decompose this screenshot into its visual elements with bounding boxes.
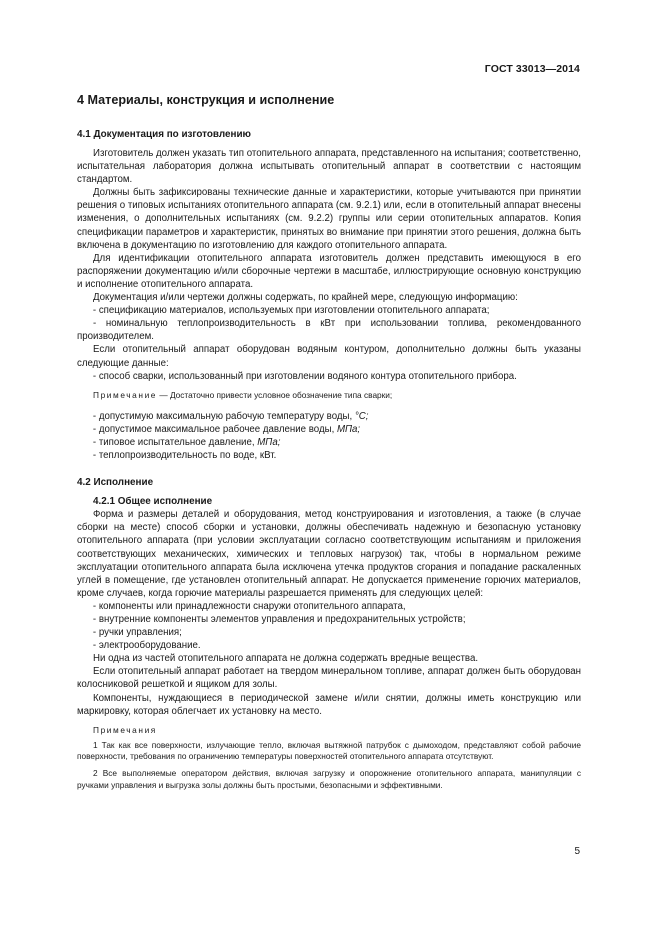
paragraph: Ни одна из частей отопительного аппарата не должна содержать вредные вещества. — [93, 653, 479, 665]
list-item: - допустимую максимальную рабочую температуру воды, °С; — [92, 410, 369, 422]
note-text: — Достаточно привести условное обозначение типа сварки; — [157, 389, 393, 400]
note-1: 1 Так как все поверхности, излучающие тепло, включая вытяжной патрубок с дымоходом, представляют собой рабочие поверхности, требования по ограничению температуры поверхностей отопительного аппарата отсутствуют. — [77, 739, 581, 762]
subsection-title-4-2-1: 4.2.1 Общее исполнение — [93, 496, 213, 508]
paragraph: Документация и/или чертежи должны содержать, по крайней мере, следующую информацию: — [93, 292, 518, 304]
paragraph: Изготовитель должен указать тип отопительного аппарата, представленного на испытания; соответственно, испытательная лаборатория должна испытывать отопительный аппарат в соответствии с настоящим стандартом. — [77, 148, 581, 186]
note-label: Примечание — [93, 389, 158, 400]
page-number: 5 — [574, 846, 580, 857]
section-title: 4 Материалы, конструкция и исполнение — [77, 93, 335, 107]
list-item: - теплопроизводительность по воде, кВт. — [92, 450, 277, 462]
list-item: - внутренние компоненты элементов управления и предохранительных устройств; — [92, 614, 466, 626]
note-2: 2 Все выполняемые оператором действия, включая загрузку и опорожнение отопительного аппарата, манипуляции с ручками управления и выгрузка золы должны быть простыми, безопасными и эффективными. — [77, 768, 581, 790]
paragraph: Если отопительный аппарат оборудован водяным контуром, дополнительно должны быть указаны следующие данные: — [77, 344, 581, 369]
list-item: - ручки управления; — [92, 627, 182, 639]
list-item: - допустимое максимальное рабочее давление воды, МПа; — [92, 423, 361, 435]
list-item: - типовое испытательное давление, МПа; — [92, 437, 281, 449]
subsection-title-4-2: 4.2 Исполнение — [77, 477, 154, 489]
note — [77, 390, 581, 401]
paragraph: Компоненты, нуждающиеся в периодической замене и/или снятии, должны иметь конструкцию или маркировку, которая облегчает их установку на место. — [77, 692, 581, 717]
page-content — [77, 88, 581, 791]
subsection-title-4-1: 4.1 Документация по изготовлению — [77, 129, 251, 140]
paragraph: Если отопительный аппарат работает на твердом минеральном топливе, аппарат должен быть оборудован колосниковой решеткой и ящиком для золы. — [77, 666, 581, 691]
list-item: - спецификацию материалов, используемых при изготовлении отопительного аппарата; — [92, 305, 490, 317]
standard-header: ГОСТ 33013—2014 — [484, 63, 580, 75]
list-item: - электрооборудование. — [92, 640, 201, 652]
list-item: - способ сварки, использованный при изготовлении водяного контура отопительного прибора. — [92, 370, 517, 382]
notes-label: Примечания — [93, 724, 157, 735]
paragraph: Для идентификации отопительного аппарата изготовитель должен представить имеющуюся в его распоряжении документацию и/или сборочные чертежи в масштабе, иллюстрирующие основную конструкцию и исполнение отопительного аппарата. — [77, 252, 581, 290]
list-item: - номинальную теплопроизводительность в кВт при использовании топлива, рекомендованного производителем. — [77, 318, 581, 343]
list-item: - компоненты или принадлежности снаружи отопительного аппарата, — [92, 600, 406, 612]
paragraph: Форма и размеры деталей и оборудования, метод конструирования и изготовления, а также (в случае сборки на месте) способ сборки и установки, должны обеспечивать надежную и безопасную установку отопительного аппарата (при условии эксплуатации согласно соответствующим испытаниям и приложения соответствующих механических, химических и тепловых нагрузок) так, чтобы в нормальном режиме эксплуатации отопительного аппарата была исключена утечка продуктов сгорания и попадание раскаленных углей в помещение, где установлен отопительный аппарат. Не допускается применение горючих материалов, кроме случаев, когда горючие материалы разрешается применять для следующих целей: — [77, 509, 581, 599]
paragraph: Должны быть зафиксированы технические данные и характеристики, которые учитываются при принятии решения о типовых испытаниях отопительного аппарата (см. 9.2.1) или, если в отопительный аппарат внесены изменения, о дополнительных испытаниях (см. 9.2.2) группы или серии отопительных аппаратов. Копия спецификации параметров и характеристик, принятых во внимание при принятии этого решения, должна быть включена в документацию по изготовлению для каждого отопительного аппарата. — [77, 187, 581, 251]
